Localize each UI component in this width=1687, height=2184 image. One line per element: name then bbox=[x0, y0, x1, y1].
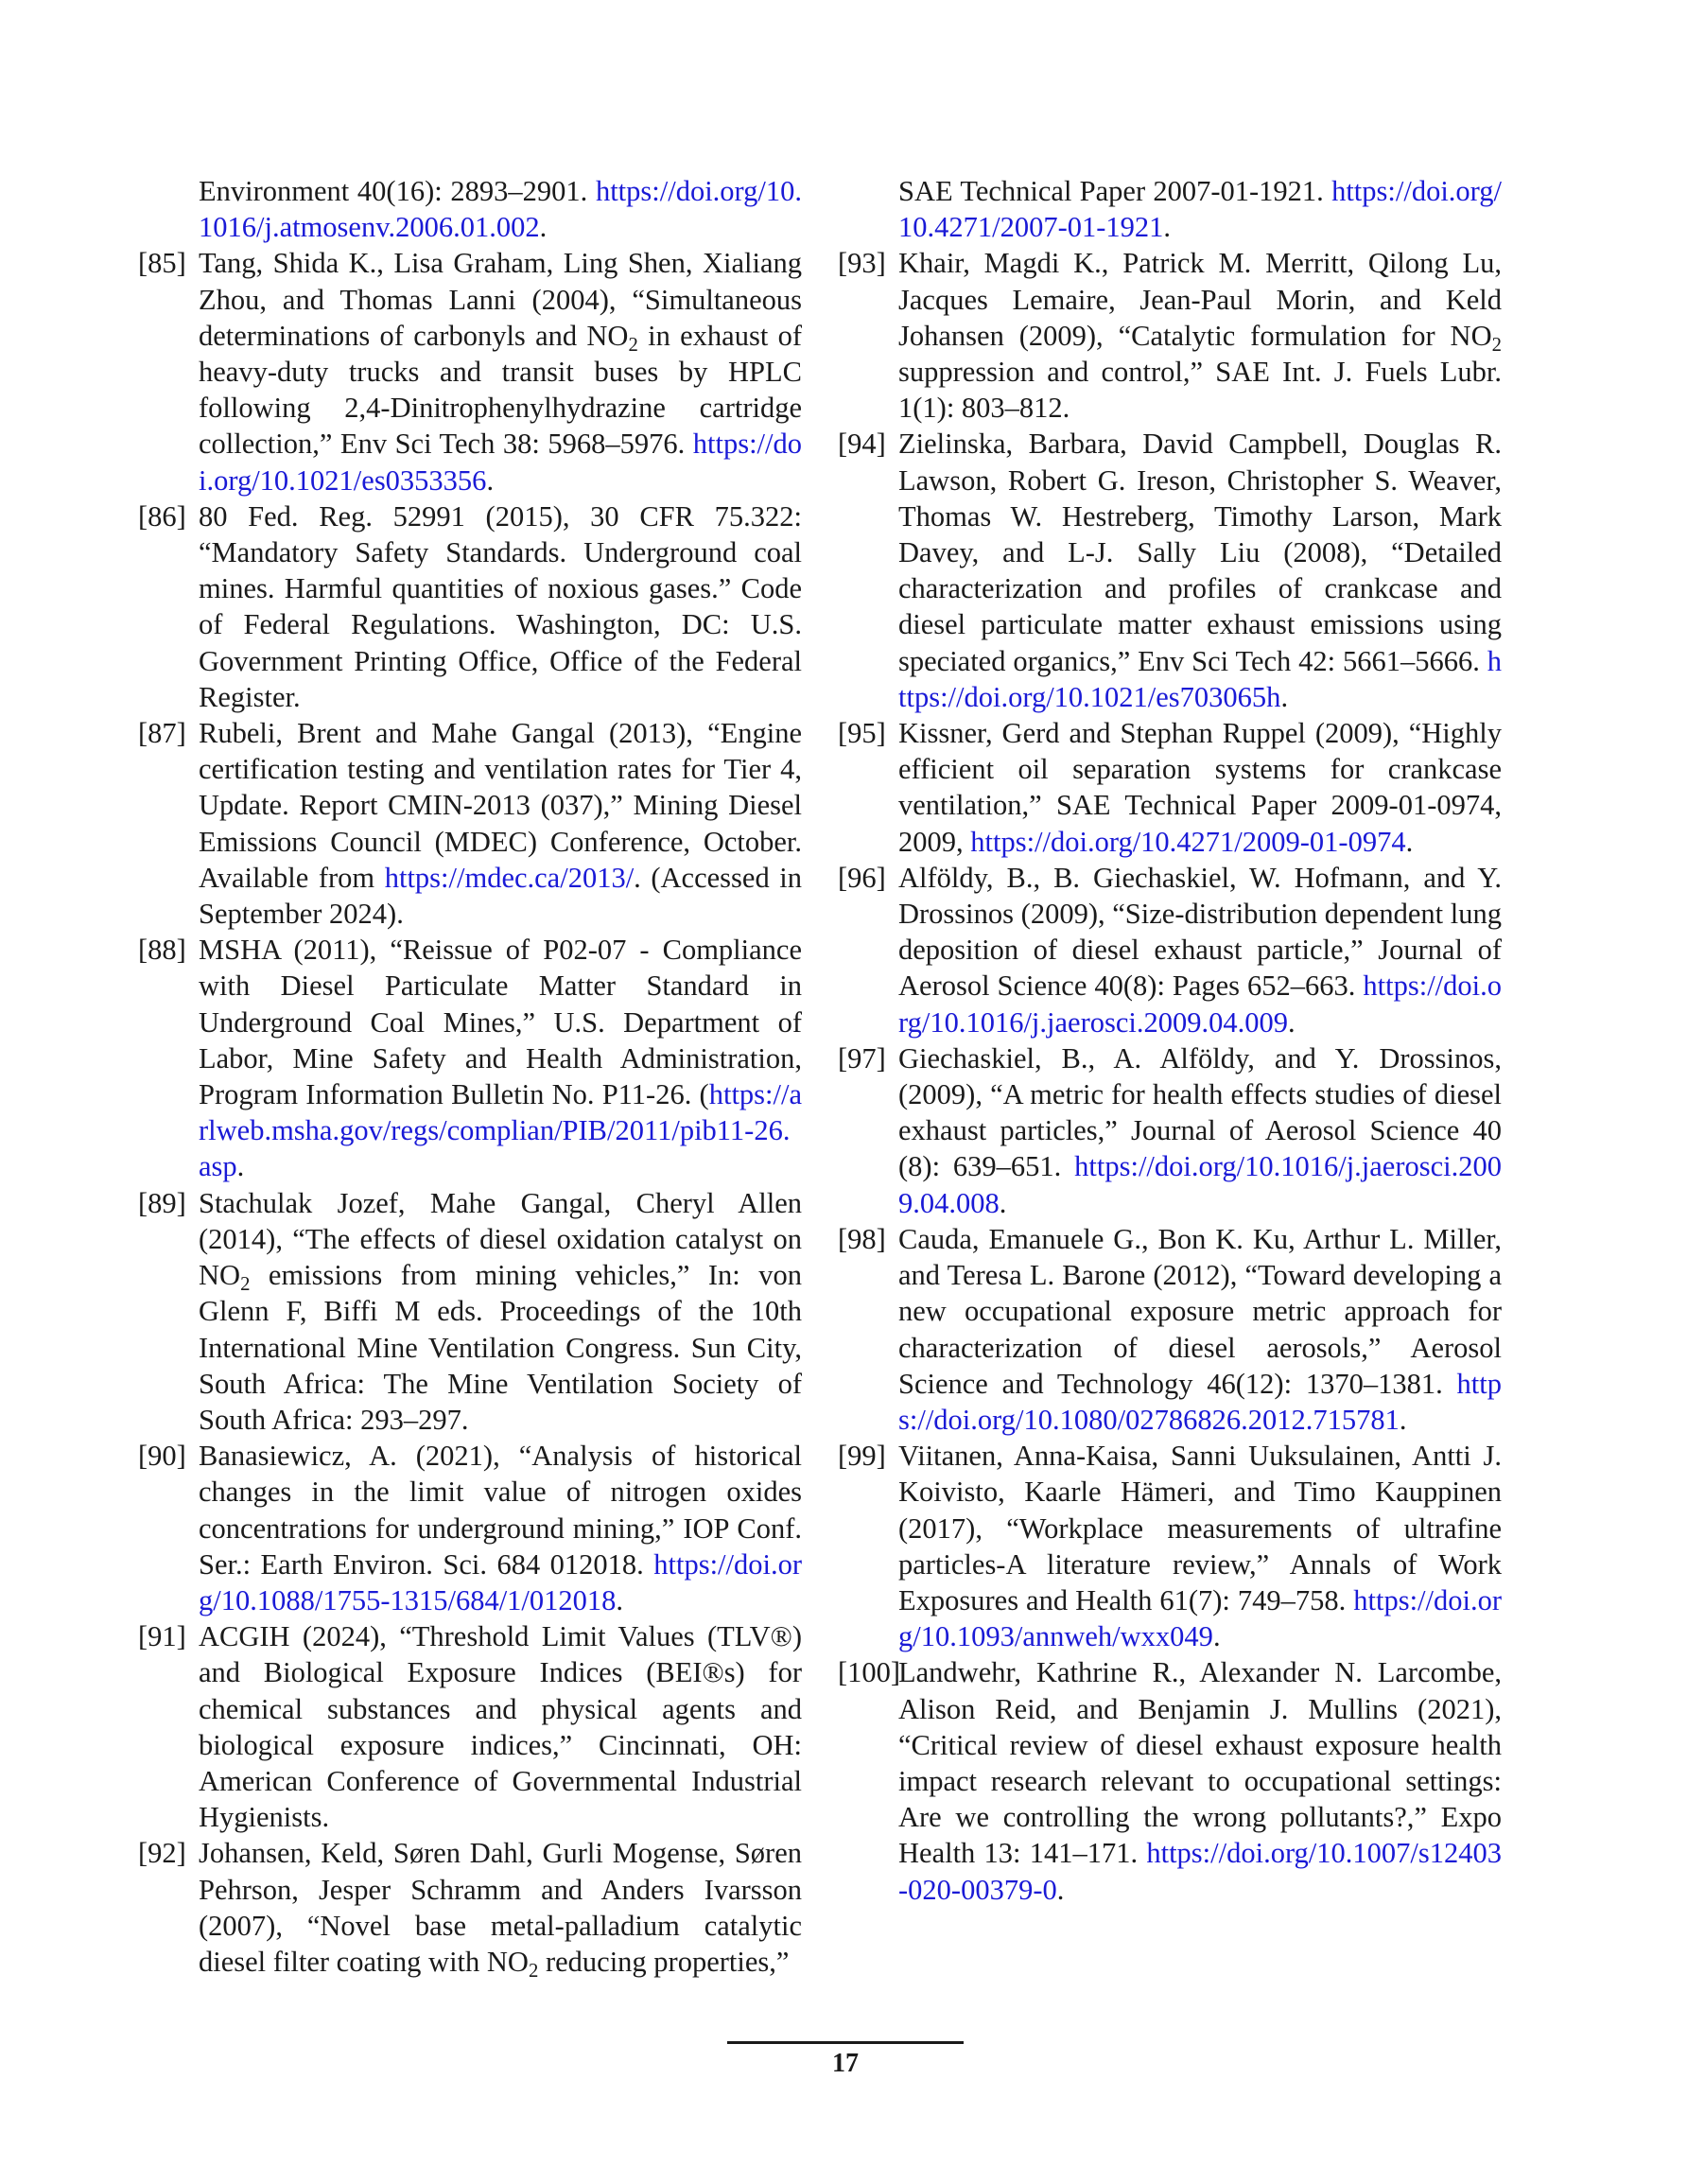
reference-item bbox=[838, 860, 1502, 1040]
reference-text bbox=[898, 1438, 1502, 1654]
reference-text bbox=[199, 173, 802, 245]
reference-item bbox=[138, 1618, 802, 1835]
doi-link[interactable]: https://doi.org/10.4271/2009-01-0974 bbox=[970, 825, 1406, 858]
reference-text bbox=[898, 1654, 1502, 1907]
reference-number: [87] bbox=[138, 717, 186, 750]
doi-link[interactable]: https://arlweb.msha.gov/regs/complian/PIB/2011/pib11-26.asp bbox=[199, 1078, 802, 1183]
reference-item bbox=[168, 173, 802, 245]
footer-rule bbox=[727, 2041, 964, 2044]
reference-item bbox=[868, 173, 1502, 245]
reference-text bbox=[898, 173, 1502, 245]
reference-text bbox=[898, 860, 1502, 1040]
reference-body-cont: reducing properties,” bbox=[538, 1945, 790, 1978]
reference-body: ACGIH (2024), “Threshold Limit Values (TLV®) and Biological Exposure Indices (BEI®s) for chemical substances and physical agents and biological exposure indices,” Cincinnati, OH: American Conference of Governmental Industrial Hygienists. bbox=[199, 1620, 802, 1834]
doi-link[interactable]: https://doi.org/10.1021/es0353356 bbox=[199, 428, 802, 497]
reference-text bbox=[199, 715, 802, 932]
reference-end: . (Accessed in September 2024). bbox=[199, 861, 802, 931]
reference-item bbox=[138, 932, 802, 1184]
subscript-text: 2 bbox=[628, 335, 638, 357]
reference-number: [89] bbox=[138, 1186, 186, 1219]
doi-link[interactable]: https://doi.org/10.1021/es703065h bbox=[898, 644, 1502, 713]
reference-text bbox=[199, 498, 802, 715]
reference-item bbox=[838, 1438, 1502, 1654]
doi-link[interactable]: https://doi.org/10.1088/1755-1315/684/1/012018 bbox=[199, 1547, 802, 1616]
reference-end: . bbox=[999, 1186, 1007, 1219]
reference-body: Landwehr, Kathrine R., Alexander N. Larcombe, Alison Reid, and Benjamin J. Mullins (2021), “Critical review of diesel exhaust exposure health impact research relevant to occupational settings: Are we controlling the wrong pollutants?,” Expo Health 13: 141–171. bbox=[898, 1656, 1502, 1870]
subscript-text: 2 bbox=[1491, 335, 1502, 357]
reference-item bbox=[138, 1438, 802, 1618]
reference-text bbox=[199, 1618, 802, 1835]
reference-text bbox=[199, 245, 802, 498]
reference-body: 80 Fed. Reg. 52991 (2015), 30 CFR 75.322: “Mandatory Safety Standards. Underground coal mines. Harmful quantities of noxious gases.” Code of Federal Regulations. Washington, DC: U.S. Government Printing Office, Office of the Federal Register. bbox=[199, 499, 802, 713]
reference-number: [96] bbox=[838, 861, 886, 894]
reference-text bbox=[199, 932, 802, 1184]
reference-end: . bbox=[539, 211, 548, 244]
subscript-text: 2 bbox=[240, 1274, 251, 1296]
reference-body: Zielinska, Barbara, David Campbell, Douglas R. Lawson, Robert G. Ireson, Christopher S. Weaver, Thomas W. Hestreberg, Timothy Larson, Mark Davey, and L-J. Sally Liu (2008), “Detailed characterization and profiles of crankcase and diesel particulate matter exhaust emissions using speciated organics,” Env Sci Tech 42: 5661–5666. bbox=[898, 428, 1502, 677]
reference-body: MSHA (2011), “Reissue of P02-07 - Compliance with Diesel Particulate Matter Standard in Underground Coal Mines,” U.S. Department of Labor, Mine Safety and Health Administration, Program Information Bulletin No. P11-26. ( bbox=[199, 934, 802, 1111]
subscript-text: 2 bbox=[528, 1961, 539, 1983]
reference-end: . bbox=[236, 1150, 245, 1183]
reference-body: Environment 40(16): 2893–2901. bbox=[199, 175, 596, 207]
reference-body: SAE Technical Paper 2007-01-1921. bbox=[898, 175, 1332, 207]
reference-number: [85] bbox=[138, 247, 186, 280]
reference-body: Khair, Magdi K., Patrick M. Merritt, Qilong Lu, Jacques Lemaire, Jean-Paul Morin, and Keld Johansen (2009), “Catalytic formulation for NO bbox=[898, 247, 1502, 352]
reference-end: . bbox=[1056, 1873, 1065, 1906]
reference-body-cont: emissions from mining vehicles,” In: von Glenn F, Biffi M eds. Proceedings of the 10th International Mine Ventilation Congress. Sun City, South Africa: The Mine Ventilation Society of South Africa: 293–297. bbox=[199, 1259, 802, 1436]
doi-link[interactable]: https://doi.org/10.1016/j.jaerosci.2009.04.009 bbox=[898, 970, 1502, 1039]
reference-body: Tang, Shida K., Lisa Graham, Ling Shen, Xialiang Zhou, and Thomas Lanni (2004), “Simultaneous determinations of carbonyls and NO bbox=[199, 247, 802, 352]
reference-item bbox=[138, 1835, 802, 1983]
reference-item bbox=[138, 245, 802, 498]
doi-link[interactable]: https://doi.org/10.1016/j.atmosenv.2006.01.002 bbox=[199, 175, 802, 244]
doi-link[interactable]: https://doi.org/10.1080/02786826.2012.715781 bbox=[898, 1367, 1502, 1436]
reference-text bbox=[199, 1185, 802, 1438]
reference-number: [92] bbox=[138, 1837, 186, 1870]
page-number: 17 bbox=[832, 2049, 859, 2078]
reference-number: [93] bbox=[838, 247, 886, 280]
doi-link[interactable]: https://doi.org/10.1007/s12403-020-00379-0 bbox=[898, 1837, 1502, 1906]
reference-text bbox=[898, 1040, 1502, 1221]
reference-item bbox=[138, 1185, 802, 1438]
reference-end: . bbox=[1280, 680, 1289, 713]
reference-end: . bbox=[1399, 1403, 1407, 1436]
reference-body: Giechaskiel, B., A. Alföldy, and Y. Drossinos, (2009), “A metric for health effects studies of diesel exhaust particles,” Journal of Aerosol Science 40 (8): 639–651. bbox=[898, 1041, 1502, 1183]
reference-number: [98] bbox=[838, 1222, 886, 1255]
reference-text bbox=[199, 1835, 802, 1983]
reference-number: [95] bbox=[838, 717, 886, 750]
reference-body: Cauda, Emanuele G., Bon K. Ku, Arthur L. Miller, and Teresa L. Barone (2012), “Toward developing a new occupational exposure metric approach for characterization of diesel aerosols,” Aerosol Science and Technology 46(12): 1370–1381. bbox=[898, 1222, 1502, 1400]
reference-end: . bbox=[616, 1583, 624, 1616]
references-right-column bbox=[838, 173, 1502, 1908]
reference-text bbox=[898, 426, 1502, 715]
reference-number: [99] bbox=[838, 1440, 886, 1473]
reference-text bbox=[898, 245, 1502, 426]
reference-body: Kissner, Gerd and Stephan Ruppel (2009), “Highly efficient oil separation systems for crankcase ventilation,” SAE Technical Paper 2009-01-0974, 2009, bbox=[898, 717, 1502, 858]
reference-body: Johansen, Keld, Søren Dahl, Gurli Mogense, Søren Pehrson, Jesper Schramm and Anders Ivarsson (2007), “Novel base metal-palladium catalytic diesel filter coating with NO bbox=[199, 1837, 802, 1978]
doi-link[interactable]: https://doi.org/10.1016/j.jaerosci.2009.04.008 bbox=[898, 1150, 1502, 1219]
reference-number: [97] bbox=[838, 1041, 886, 1075]
reference-end: . bbox=[486, 463, 495, 497]
doi-link[interactable]: https://mdec.ca/2013/ bbox=[384, 861, 635, 894]
reference-number: [94] bbox=[838, 428, 886, 461]
reference-item bbox=[838, 245, 1502, 426]
doi-link[interactable]: https://doi.org/10.4271/2007-01-1921 bbox=[898, 175, 1502, 244]
reference-body: Rubeli, Brent and Mahe Gangal (2013), “Engine certification testing and ventilation rates for Tier 4, Update. Report CMIN-2013 (037),” Mining Diesel Emissions Council (MDEC) Conference, October. Available from bbox=[199, 717, 802, 894]
references-left-column bbox=[138, 173, 802, 1983]
doi-link[interactable]: https://doi.org/10.1093/annweh/wxx049 bbox=[898, 1583, 1502, 1653]
reference-text bbox=[898, 1221, 1502, 1438]
reference-item bbox=[838, 1654, 1502, 1907]
reference-number: [86] bbox=[138, 499, 186, 533]
reference-number: [90] bbox=[138, 1440, 186, 1473]
reference-body-cont: suppression and control,” SAE Int. J. Fuels Lubr. 1(1): 803–812. bbox=[898, 356, 1502, 425]
reference-number: [100] bbox=[838, 1656, 901, 1689]
reference-body: Banasiewicz, A. (2021), “Analysis of historical changes in the limit value of nitrogen oxides concentrations for underground mining,” IOP Conf. Ser.: Earth Environ. Sci. 684 012018. bbox=[199, 1440, 802, 1581]
reference-number: [88] bbox=[138, 934, 186, 967]
reference-end: . bbox=[1405, 825, 1414, 858]
reference-text bbox=[898, 715, 1502, 860]
reference-body: Stachulak Jozef, Mahe Gangal, Cheryl Allen (2014), “The effects of diesel oxidation catalyst on NO bbox=[199, 1186, 802, 1292]
reference-body: Alföldy, B., B. Giechaskiel, W. Hofmann, and Y. Drossinos (2009), “Size-distribution dependent lung deposition of diesel exhaust particle,” Journal of Aerosol Science 40(8): Pages 652–663. bbox=[898, 861, 1502, 1003]
reference-end: . bbox=[1288, 1005, 1296, 1039]
reference-end: . bbox=[1163, 211, 1172, 244]
reference-item bbox=[838, 426, 1502, 715]
reference-item bbox=[138, 715, 802, 932]
reference-text bbox=[199, 1438, 802, 1618]
reference-item bbox=[838, 715, 1502, 860]
reference-item bbox=[838, 1221, 1502, 1438]
reference-end: . bbox=[1212, 1620, 1221, 1653]
reference-number: [91] bbox=[138, 1620, 186, 1653]
reference-body: Viitanen, Anna-Kaisa, Sanni Uuksulainen, Antti J. Koivisto, Kaarle Hämeri, and Timo Kauppinen (2017), “Workplace measurements of ultrafine particles-A literature review,” Annals of Work Exposures and Health 61(7): 749–758. bbox=[898, 1440, 1502, 1616]
reference-item bbox=[138, 498, 802, 715]
reference-item bbox=[838, 1040, 1502, 1221]
reference-body-cont: in exhaust of heavy-duty trucks and transit buses by HPLC following 2,4-Dinitrophenylhydrazine cartridge collection,” Env Sci Tech 38: 5968–5976. bbox=[199, 319, 802, 461]
